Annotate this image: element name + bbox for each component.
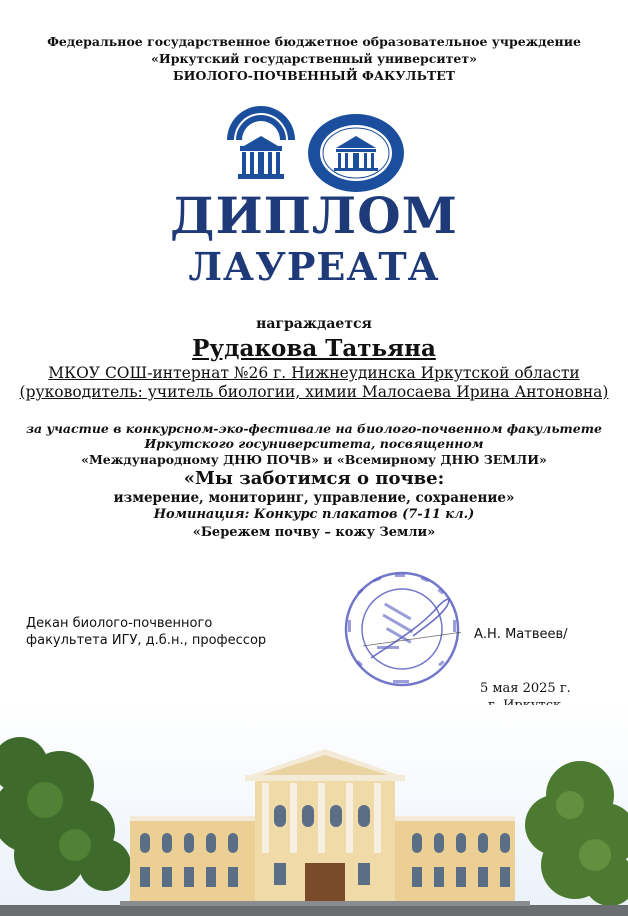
dean-title (26, 615, 266, 649)
participation-line-3: «Международному ДНЮ ПОЧВ» и «Всемирному ДНЮ ЗЕМЛИ» (81, 452, 547, 467)
faculty-emblem (306, 112, 406, 194)
diploma-subtitle: ЛАУРЕАТА (188, 244, 440, 289)
nomination: Номинация: Конкурс плакатов (7-11 кл.) (153, 507, 475, 522)
institution-line: Федеральное государственное бюджетное образовательное учреждение (47, 34, 581, 49)
school-name: МКОУ СОШ-интернат №26 г. Нижнеудинска Иркутской области (48, 364, 580, 382)
work-title: «Бережем почву – кожу Земли» (192, 525, 436, 540)
recipient-name: Рудакова Татьяна (192, 335, 436, 362)
university-logo (222, 106, 300, 186)
faculty-name: БИОЛОГО-ПОЧВЕННЫЙ ФАКУЛЬТЕТ (172, 68, 456, 83)
diploma-title: ДИПЛОМ (169, 186, 459, 245)
participation-line-1: за участие в конкурсном-эко-фестивале на биолого-почвенном факультете (26, 421, 602, 436)
participation-line-2: Иркутского госуниверситета, посвященном (144, 436, 484, 451)
issue-date: 5 мая 2025 г. (480, 681, 571, 696)
dean-title-line-2: факультета ИГУ, д.б.н., профессор (26, 633, 267, 648)
faculty-building-photo (0, 705, 628, 916)
leader-line: (руководитель: учитель биологии, химии Малосаева Ирина Антоновна) (19, 383, 609, 401)
official-stamp (343, 570, 461, 688)
dean-name: А.Н. Матвеев/ (474, 627, 568, 642)
dean-title-line-1: Декан биолого-почвенного (26, 616, 213, 631)
awarded-label: награждается (256, 316, 372, 332)
university-name: «Иркутский государственный университет» (151, 51, 477, 66)
theme-title: «Мы заботимся о почве: (183, 468, 445, 489)
theme-subtitle: измерение, мониторинг, управление, сохранение» (113, 490, 515, 506)
